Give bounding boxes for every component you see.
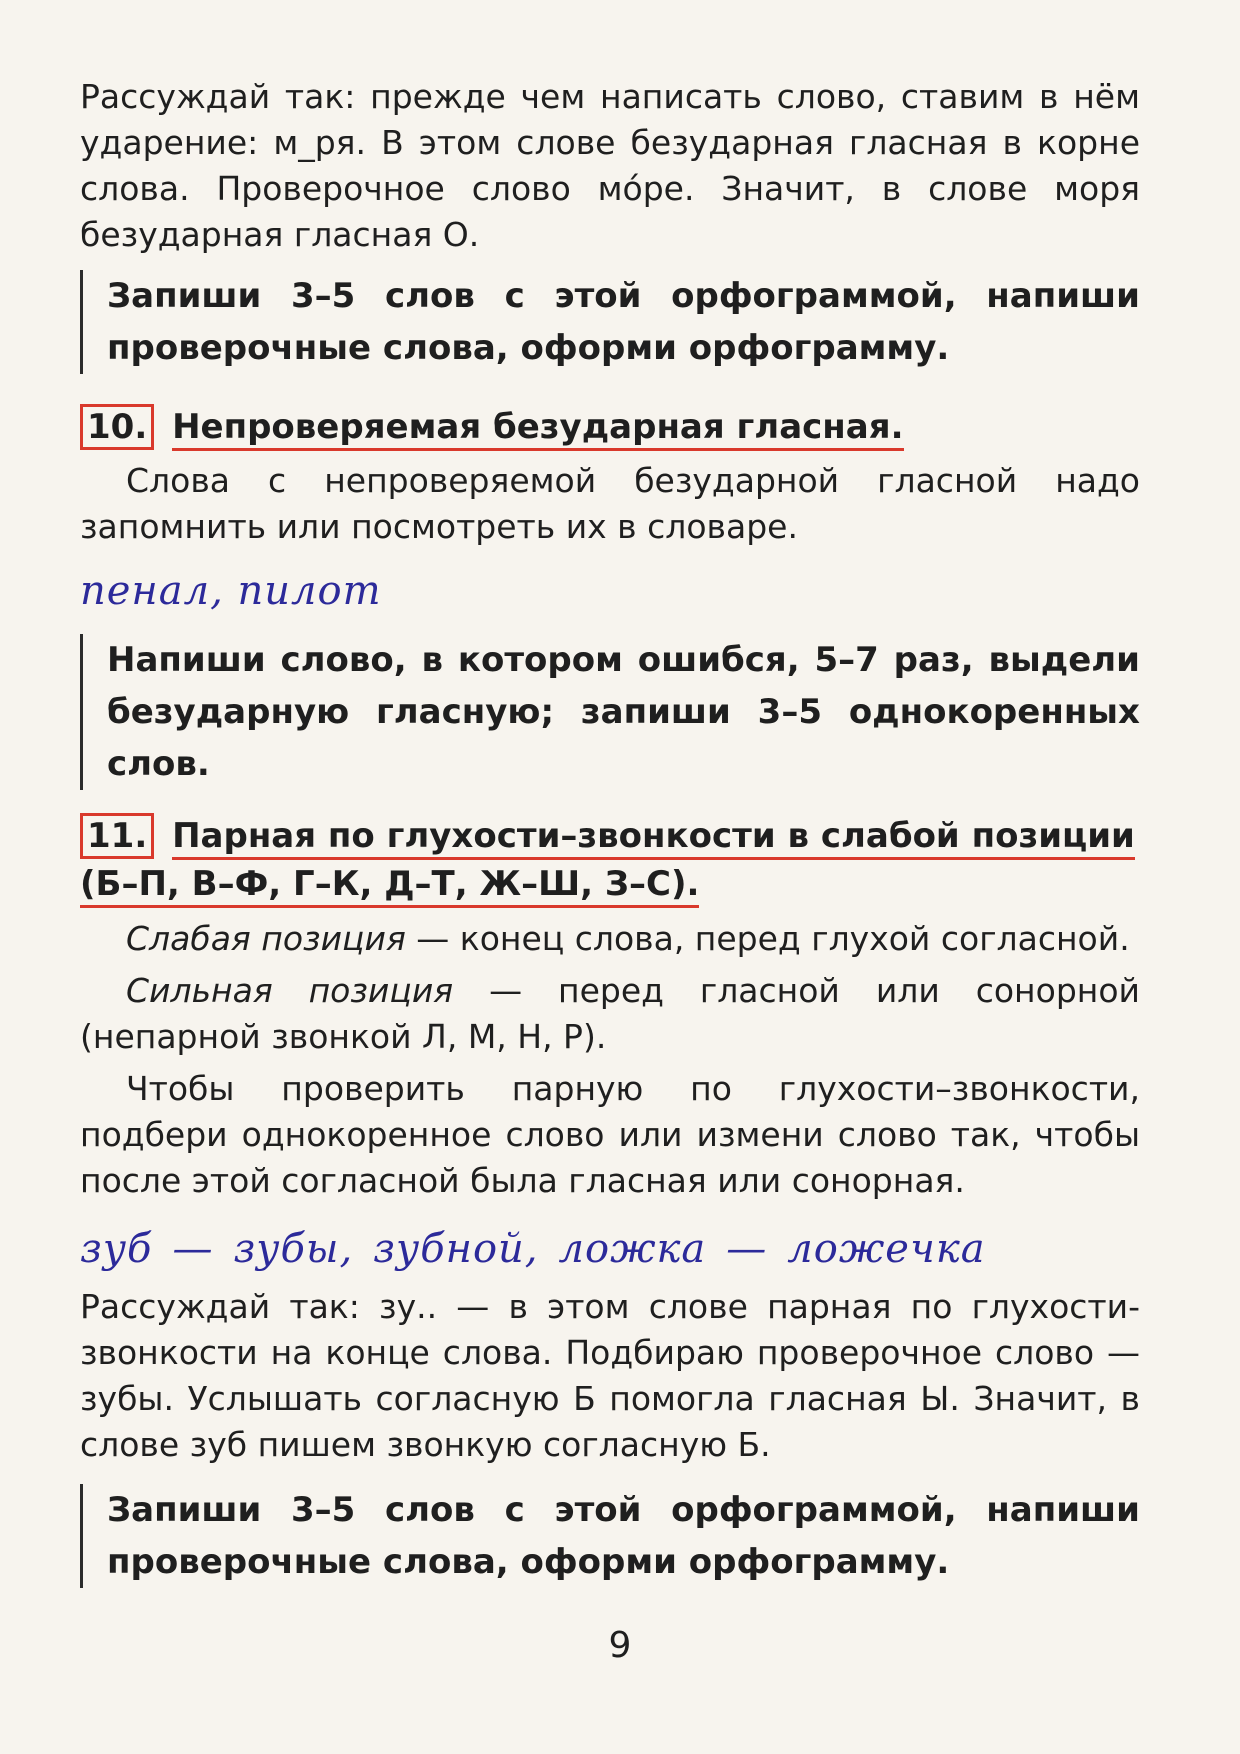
section-10-handwriting — [80, 568, 1140, 624]
section-10-task: Напиши слово, в котором ошибся, 5–7 раз, выдели безударную гласную; запиши 3–5 однокоренных слов. — [80, 634, 1140, 790]
hand-word-4: ложка — [558, 1226, 707, 1272]
hand-dash-1: — — [172, 1226, 214, 1272]
section-11-title: Парная по глухости–звонкости в слабой позиции (Б–П, В–Ф, Г–К, Д–Т, Ж–Ш, З–С). — [80, 816, 1135, 908]
section-10-heading — [80, 404, 1140, 450]
section-11-handwriting — [80, 1218, 1140, 1280]
strong-position-definition — [80, 968, 1140, 1060]
weak-position-definition — [80, 916, 1140, 962]
hand-dash-2: — — [726, 1226, 768, 1272]
section-10-text: Слова с непроверяемой безударной гласной надо запомнить или посмотреть их в словаре. — [80, 461, 1140, 546]
weak-position-text: — конец слова, перед глухой согласной. — [405, 919, 1130, 958]
section-11-number: 11. — [80, 813, 154, 859]
hand-word-5: ложечка — [787, 1226, 986, 1272]
hand-word-3: зубной, — [373, 1226, 539, 1272]
weak-position-term: Слабая позиция — [126, 919, 406, 958]
hand-word-2: зубы, — [233, 1226, 354, 1272]
hand-word-1: зуб — [80, 1226, 153, 1272]
section-10-number: 10. — [80, 404, 154, 450]
page-number: 9 — [608, 1625, 632, 1666]
check-instruction: Чтобы проверить парную по глухости–звонкости, подбери однокоренное слово или измени слово так, чтобы после этой согласной была гласная или сонорная. — [80, 1069, 1140, 1200]
section-11-task: Запиши 3–5 слов с этой орфограммой, напиши проверочные слова, оформи орфограмму. — [80, 1484, 1140, 1588]
intro-task: Запиши 3–5 слов с этой орфограммой, напиши проверочные слова, оформи орфограмму. — [80, 270, 1140, 374]
intro-reasoning: Рассуждай так: прежде чем написать слово, ставим в нём ударение: м_ря. В этом слове безударная гласная в корне слова. Проверочное слово мо́ре. Значит, в слове моря безударная гласная О. — [80, 77, 1140, 254]
page-content — [80, 74, 1140, 1588]
strong-position-text: — перед гласной или сонорной (непарной звонкой Л, М, Н, Р). — [80, 971, 1140, 1056]
section-11-reasoning: Рассуждай так: зу.. — в этом слове парная по глухости-звонкости на конце слова. Подбираю проверочное слово — зубы. Услышать согласную Б помогла гласная Ы. Значит, в слове зуб пишем звонкую согласную Б. — [80, 1287, 1140, 1464]
handwritten-words: пенал, пилот — [80, 568, 382, 614]
section-11-heading — [80, 812, 1140, 908]
strong-position-term: Сильная позиция — [126, 971, 454, 1010]
section-10-title: Непроверяемая безударная гласная. — [172, 407, 903, 451]
